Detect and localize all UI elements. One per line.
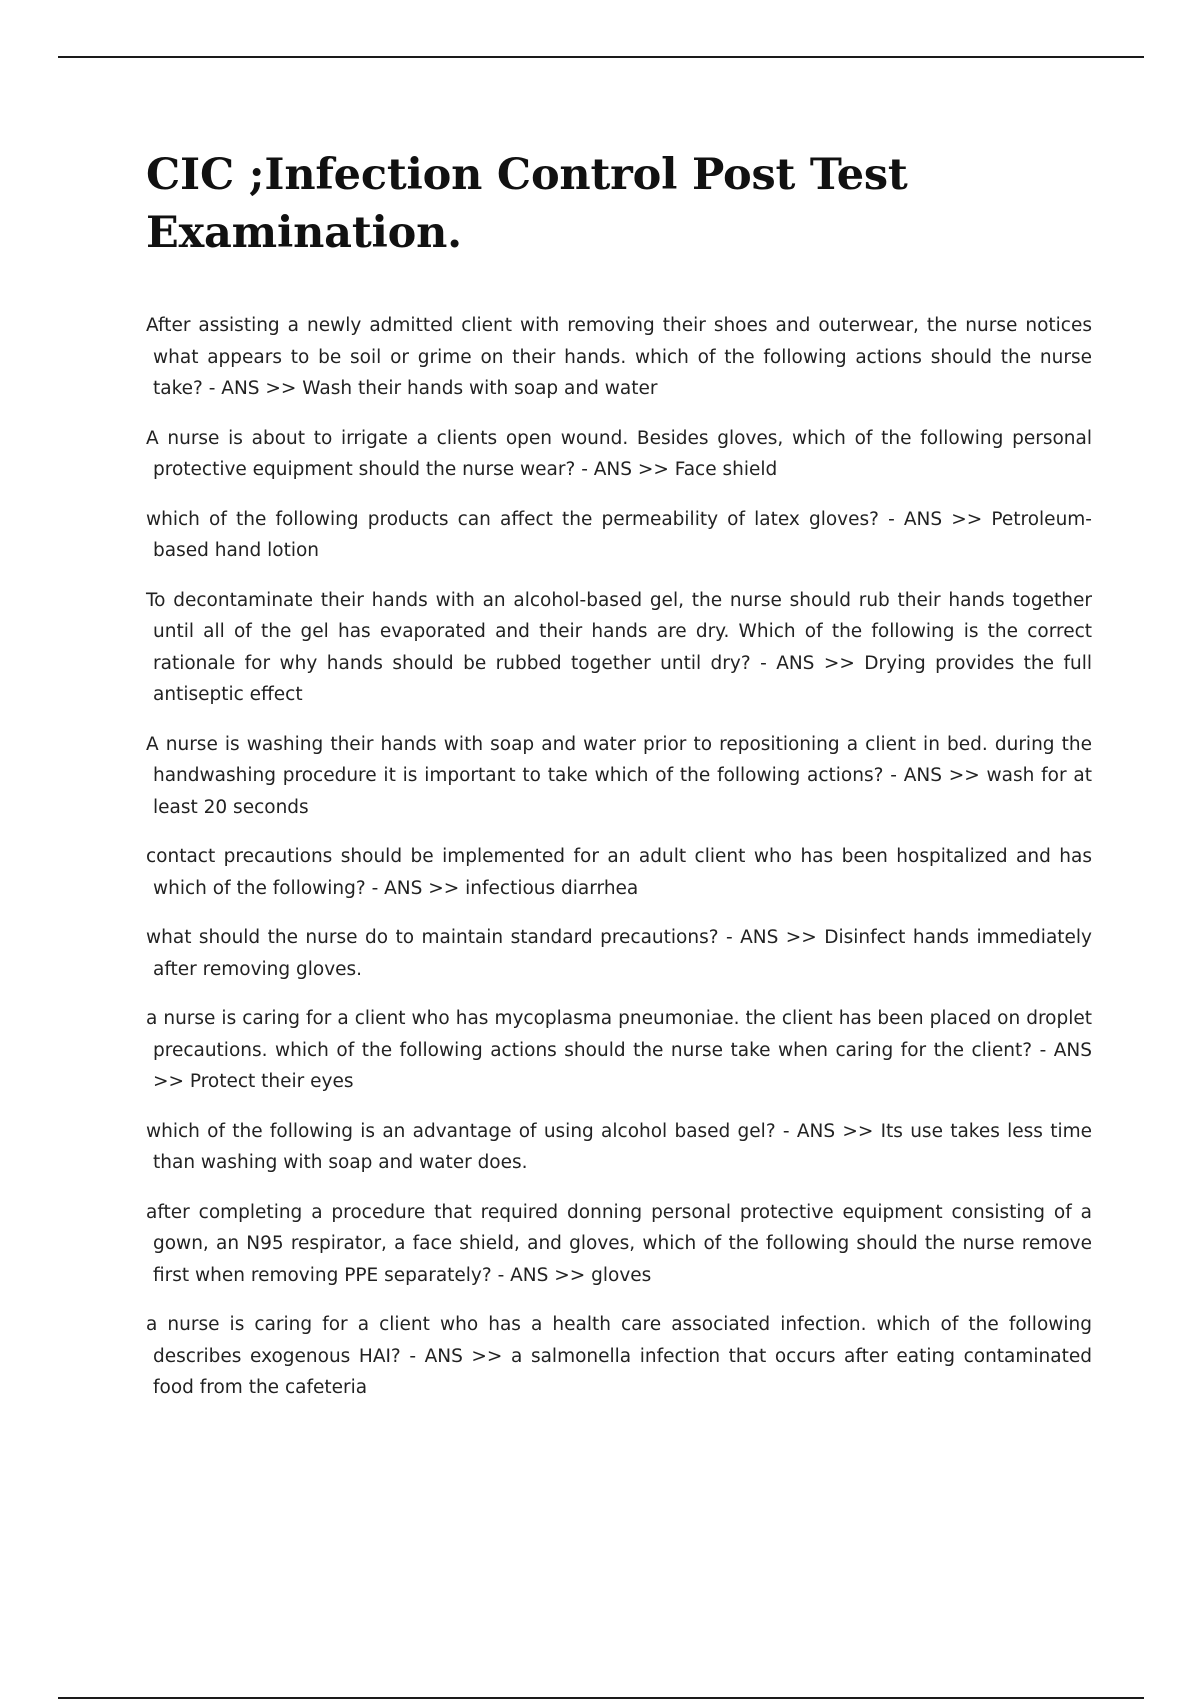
top-rule: [58, 56, 1144, 58]
qa-item: After assisting a newly admitted client with removing their shoes and outerwear, the nurse notices what appears to be soil or grime on their hands. which of the following actions should the nurse take? - ANS >> Wash their hands with soap and water: [146, 315, 1092, 399]
qa-item: after completing a procedure that required donning personal protective equipment consisting of a gown, an N95 respirator, a face shield, and gloves, which of the following should the nurse remove first when removing PPE separately? - ANS >> gloves: [146, 1201, 1092, 1286]
qa-item: which of the following is an advantage of using alcohol based gel? - ANS >> Its use takes less time than washing with soap and water does.: [146, 1120, 1092, 1173]
bottom-rule: [58, 1697, 1144, 1699]
qa-item: what should the nurse do to maintain standard precautions? - ANS >> Disinfect hands immediately after removing gloves.: [146, 927, 1092, 980]
qa-item: A nurse is about to irrigate a clients open wound. Besides gloves, which of the following personal protective equipment should the nurse wear? - ANS >> Face shield: [146, 427, 1092, 480]
qa-item: contact precautions should be implemented for an adult client who has been hospitalized and has which of the following? - ANS >> infectious diarrhea: [146, 846, 1092, 899]
qa-item: which of the following products can affect the permeability of latex gloves? - ANS >> Petroleum-based hand lotion: [146, 508, 1092, 561]
qa-item: To decontaminate their hands with an alcohol-based gel, the nurse should rub their hands together until all of the gel has evaporated and their hands are dry. Which of the following is the correct rationale for why hands should be rubbed together until dry? - ANS >> Drying provides the full antiseptic effect: [146, 589, 1092, 705]
qa-item: A nurse is washing their hands with soap and water prior to repositioning a client in bed. during the handwashing procedure it is important to take which of the following actions? - ANS >> wash for at least 20 seconds: [146, 733, 1092, 818]
document-title: CIC ;Infection Control Post Test Examination.: [146, 150, 908, 258]
qa-item: a nurse is caring for a client who has mycoplasma pneumoniae. the client has been placed on droplet precautions. which of the following actions should the nurse take when caring for the client? - ANS >> Protect their eyes: [146, 1008, 1092, 1092]
qa-item: a nurse is caring for a client who has a health care associated infection. which of the following describes exogenous HAI? - ANS >> a salmonella infection that occurs after eating contaminated food from the cafeteria: [146, 1314, 1092, 1398]
document-body: [146, 146, 1092, 1422]
